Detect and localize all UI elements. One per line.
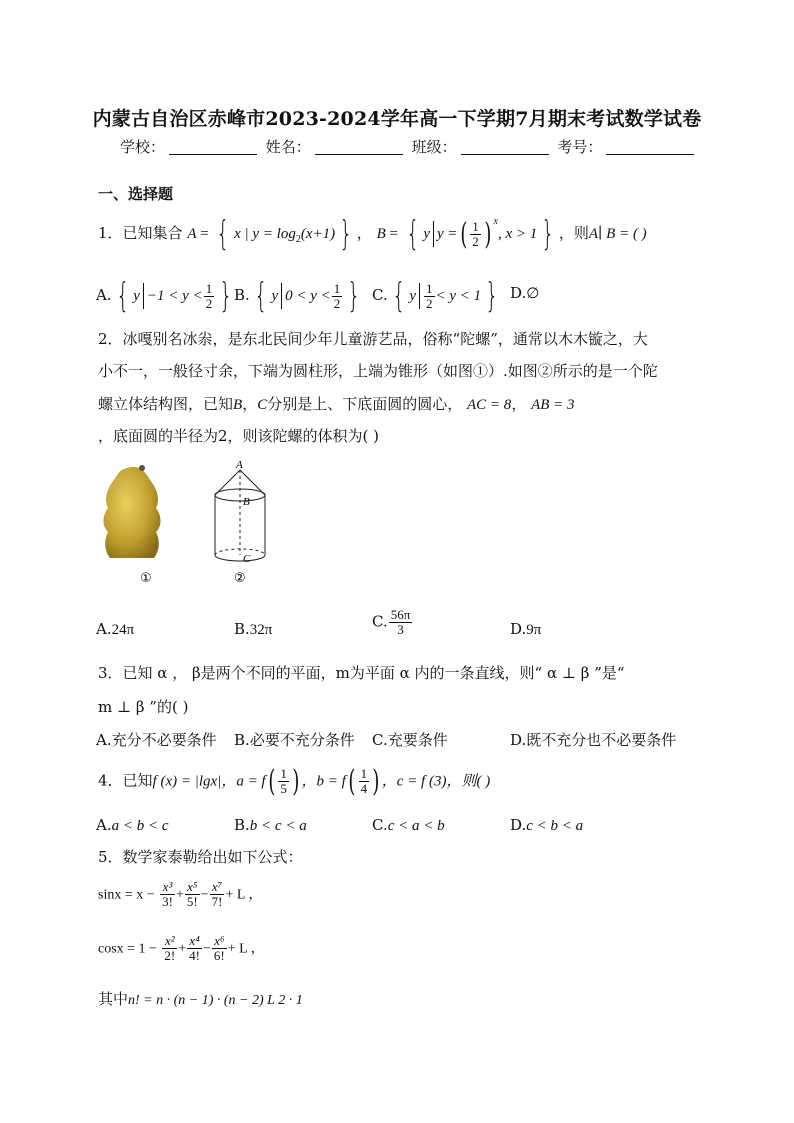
option-den: 2	[333, 295, 341, 311]
q4-stem: 4．已知	[98, 771, 153, 790]
q2-line-3	[98, 393, 575, 414]
q1-stem: 1．已知集合	[98, 224, 183, 242]
option-den: 3	[397, 622, 404, 637]
name-blank	[315, 140, 403, 155]
cos-term2-num: x⁴	[187, 934, 202, 949]
option-label: B.	[234, 620, 250, 638]
q4-option-b[interactable]	[234, 816, 307, 835]
option-den: 2	[205, 295, 213, 311]
option-num: 1	[333, 280, 341, 296]
question-4: 4．已知f (x) = |lgx|，a = f( $\frac{1}{5}$ ) ，b = f( $\frac{1}{4}$ ) ，c = f (3)，则( )	[98, 764, 491, 799]
q1-option-d[interactable]	[510, 284, 539, 303]
page-title: 内蒙古自治区赤峰市2023-2024学年高一下学期7月期末考试数学试卷	[92, 108, 702, 130]
q1-option-b[interactable]: B. { y 0 < y < $\frac{1}{2}$ }	[234, 276, 361, 316]
class-label: 班级：	[411, 138, 457, 156]
fig-label-c: C	[243, 553, 251, 565]
option-label: D.	[510, 284, 527, 302]
fig-label-a: A	[236, 460, 243, 471]
q1-ask-expr: A∣ B = ( )	[588, 226, 647, 242]
cos-tail: + L ，	[227, 941, 265, 957]
q5-cos-formula: cosx = 1 − $\frac{\text{x²}}{2!}$ + $\frac{\text{x⁴}}{4!}$ − $\frac{\text{x⁶}}{6!}$ + L ，	[98, 933, 265, 963]
sin-lhs: sinx = x −	[98, 887, 155, 903]
q2-option-b[interactable]	[234, 620, 272, 639]
sin-term3-num: x⁷	[210, 880, 225, 895]
spinning-top-photo	[104, 465, 161, 558]
option-label: A.	[96, 620, 112, 638]
cos-term3-den: 6!	[213, 948, 225, 963]
option-label: A.	[96, 816, 112, 834]
fig-caption-2: ②	[234, 571, 246, 586]
number-blank	[606, 140, 694, 155]
q4-function: f (x) = |lgx|	[152, 773, 222, 790]
q2-text: 螺立体结构图，已知	[98, 395, 234, 413]
option-den: 2	[426, 295, 433, 311]
q1-set-b-cond: , x > 1	[497, 226, 538, 242]
option-label: B.	[234, 816, 250, 834]
q2-ac: AC = 8	[467, 397, 512, 413]
cos-term1-num: x²	[162, 934, 177, 949]
q1-option-c[interactable]: C. { y $\frac{1}{2}$ < y < 1 }	[372, 276, 499, 316]
factorial-definition: n! = n · (n − 1) · (n − 2) L 2 · 1	[128, 993, 303, 1008]
sin-term1-num: x³	[160, 880, 175, 895]
option-text: 充分不必要条件	[111, 731, 217, 749]
q1-separator: ，	[356, 224, 372, 242]
option-var: y	[409, 288, 417, 304]
q4-c: ，c = f (3)，则( )	[381, 773, 491, 790]
student-info-line	[120, 136, 698, 157]
option-label: D.	[510, 620, 527, 638]
option-cond: −1 < y <	[146, 288, 203, 304]
sin-tail: + L ，	[225, 887, 263, 903]
q1-set-b-var: y	[423, 226, 431, 242]
solid-diagram	[215, 470, 265, 561]
school-label: 学校：	[120, 138, 166, 156]
option-label: C.	[372, 731, 388, 749]
class-blank	[461, 140, 549, 155]
q3-line-1: 3．已知 α ， β是两个不同的平面，m为平面 α 内的一条直线，则“ α ⊥ β ”是“	[98, 664, 625, 682]
q2-option-d[interactable]	[510, 620, 541, 639]
q2-line-2: 小不一，一般径寸余，下端为圆柱形，上端为锥形（如图①）.如图②所示的是一个陀	[98, 362, 658, 380]
q2-figures	[100, 460, 290, 590]
option-label: B.	[234, 286, 250, 304]
option-label: C.	[372, 816, 388, 834]
option-label: D.	[510, 731, 527, 749]
q2-line-1: 2．冰嘎别名冰尜，是东北民间少年儿童游艺品，俗称“陀螺”，通常以木木镟之，大	[98, 330, 648, 348]
option-text: b < c < a	[249, 818, 307, 834]
q1-exponent: x	[493, 216, 498, 227]
q5-last-text: 其中	[98, 990, 129, 1008]
q2-comma: ，	[242, 395, 258, 413]
cos-lhs: cosx = 1 −	[98, 941, 157, 957]
q4-b: ，b = f	[301, 773, 346, 790]
q1-set-a-body: x | y = log	[234, 226, 296, 242]
option-text: 32π	[249, 622, 273, 638]
q2-text: 分别是上、下底面圆的圆心，	[267, 395, 463, 413]
q4-option-a[interactable]	[96, 816, 169, 835]
cos-term1-den: 2!	[164, 948, 176, 963]
option-text: c < a < b	[387, 818, 445, 834]
cos-term3-num: x⁶	[212, 934, 227, 949]
sin-term1-den: 3!	[162, 894, 173, 909]
q1-set-a-tail: (x+1)	[300, 226, 336, 242]
q3-line-2: m ⊥ β ”的( )	[98, 698, 189, 716]
q4-b-num: 1	[360, 766, 368, 781]
option-var: y	[271, 288, 279, 304]
q5-last-line	[98, 988, 303, 1009]
option-label: C.	[372, 286, 388, 304]
fig-label-b: B	[243, 496, 250, 508]
option-label: D.	[510, 816, 527, 834]
q4-option-c[interactable]	[372, 816, 445, 835]
option-text: 9π	[526, 622, 542, 638]
section-heading: 一、选择题	[98, 185, 174, 203]
option-text: 充要条件	[387, 731, 448, 749]
option-text: 既不充分也不必要条件	[526, 731, 677, 749]
cos-term2-den: 4!	[189, 948, 200, 963]
q3-option-d[interactable]	[510, 729, 676, 750]
q4-a: ，a = f	[221, 773, 266, 790]
q4-a-num: 1	[280, 766, 287, 781]
option-num: 1	[426, 280, 433, 296]
q1-ask: ，则	[558, 224, 589, 242]
q2-line-4: ，底面圆的半径为2，则该陀螺的体积为( )	[98, 427, 380, 445]
q4-option-d[interactable]	[510, 816, 583, 835]
option-num: 1	[205, 280, 213, 296]
option-cond: < y < 1	[435, 288, 482, 304]
q2-ab: AB = 3	[531, 397, 575, 413]
option-label: B.	[234, 731, 250, 749]
q4-b-den: 4	[360, 781, 368, 796]
name-label: 姓名：	[265, 138, 311, 156]
option-text: ∅	[526, 286, 540, 302]
q1-set-b-eq: y =	[437, 226, 458, 242]
option-text: 24π	[111, 622, 135, 638]
option-label: C.	[372, 612, 388, 631]
number-label: 考号：	[557, 138, 603, 156]
q5-line-1: 5．数学家泰勒给出如下公式：	[98, 848, 303, 866]
q2-option-a[interactable]	[96, 620, 134, 639]
option-text: 必要不充分条件	[249, 731, 355, 749]
sin-term3-den: 7!	[211, 894, 223, 909]
option-text: c < b < a	[526, 818, 584, 834]
q3-option-a[interactable]	[96, 729, 217, 750]
q1-set-a-name: A	[187, 226, 197, 242]
option-label: A.	[96, 731, 112, 749]
q1-option-a[interactable]: A. { y −1 < y < $\frac{1}{2}$ }	[96, 276, 233, 316]
sin-term2-den: 5!	[186, 894, 198, 909]
q1-set-b-name: B	[376, 226, 386, 242]
fig-caption-1: ①	[140, 571, 152, 586]
q3-option-b[interactable]	[234, 729, 355, 750]
q2-point-b: B	[233, 397, 243, 413]
q2-option-c[interactable]	[372, 608, 413, 637]
q1-half-den: 2	[472, 233, 479, 249]
q1-half-num: 1	[472, 218, 479, 234]
sin-term2-num: x⁵	[185, 880, 200, 895]
q2-comma: ，	[511, 395, 527, 413]
question-1: 1．已知集合 A = { x | $y = \log_2(x+1)$ } ， B = { y y =( $\frac{1}{2}$ ) $^x$, x > 1 } ，则A∣ B = ( )	[98, 214, 647, 254]
option-label: A.	[96, 286, 112, 304]
school-blank	[169, 140, 257, 155]
option-var: y	[133, 288, 140, 304]
option-cond: 0 < y <	[285, 288, 331, 304]
q2-point-c: C	[257, 397, 268, 413]
option-text: a < b < c	[111, 818, 169, 834]
option-num: 56π	[390, 607, 411, 622]
q5-sin-formula: sinx = x − $\frac{\text{x³}}{3!}$ + $\frac{\text{x⁵}}{5!}$ − $\frac{\text{x⁷}}{7!}$ + L ，	[98, 879, 263, 909]
q1-log-base: 2	[295, 234, 301, 245]
q4-a-den: 5	[280, 781, 287, 796]
q3-option-c[interactable]	[372, 729, 448, 750]
